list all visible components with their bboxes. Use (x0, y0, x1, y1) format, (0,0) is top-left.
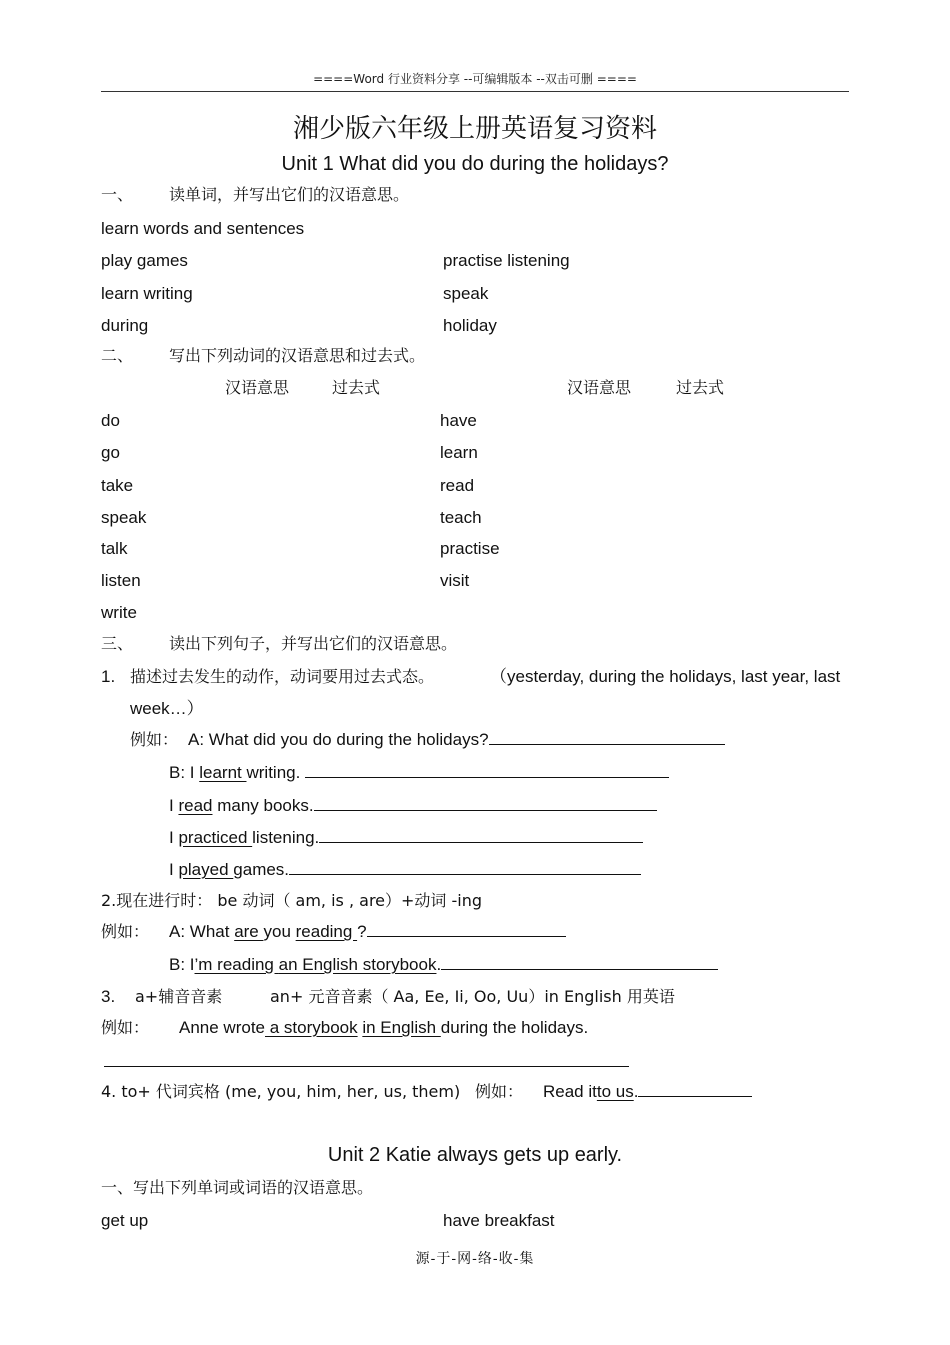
s2-instruction: 写出下列动词的汉语意思和过去式。 (169, 346, 426, 365)
p1-time-words-cont: week…） (130, 699, 204, 718)
col-header-meaning: 汉语意思 (567, 378, 632, 397)
p3-example-label: 例如： (101, 1018, 150, 1037)
s2-number: 二、 (101, 346, 134, 365)
p3-sentence: Anne wrote a storybook in English during the holidays. (179, 1018, 589, 1037)
answer-blank[interactable] (319, 827, 643, 843)
col-header-past: 过去式 (676, 378, 725, 397)
header-banner: ====Word 行业资料分享 --可编辑版本 --双击可删 ==== (313, 72, 637, 86)
s3-instruction: 读出下列句子，并写出它们的汉语意思。 (169, 634, 458, 653)
s3-number: 三、 (101, 634, 134, 653)
p1-answer-1: B: I learnt writing. (169, 762, 669, 784)
p2-rule: 2.现在进行时： be 动词（ am, is , are）+动词 -ing (101, 891, 483, 910)
answer-blank[interactable] (305, 762, 669, 778)
header-rule (101, 91, 849, 92)
s1-number: 一、 (101, 185, 134, 204)
s1-instruction: 读单词，并写出它们的汉语意思。 (169, 185, 410, 204)
vocab-right-item: holiday (443, 316, 497, 335)
verb-left: do (101, 411, 120, 430)
vocab-right-item: practise listening (443, 251, 570, 270)
verb-right: learn (440, 443, 478, 462)
u2-s1-instruction: 一、写出下列单词或词语的汉语意思。 (101, 1178, 374, 1197)
vocab-left-item: play games (101, 251, 188, 270)
verb-left: talk (101, 539, 128, 558)
answer-blank[interactable] (638, 1081, 752, 1097)
answer-blank[interactable] (367, 921, 566, 937)
p1-answer-2: I read many books. (169, 795, 657, 817)
p1-number: 1. (101, 667, 116, 686)
footer: 源-于-网-络-收-集 (415, 1251, 535, 1267)
verb-left: listen (101, 571, 141, 590)
answer-blank[interactable] (314, 795, 657, 811)
vocab-left-item: during (101, 316, 149, 335)
p1-question: A: What did you do during the holidays? (188, 729, 725, 751)
u2-vocab-right: have breakfast (443, 1211, 555, 1230)
p3-a-rule: a+辅音音素 (135, 987, 223, 1006)
vocab-row0: learn words and sentences (101, 219, 305, 238)
p4-rule: 4. to+ 代词宾格 (me, you, him, her, us, them) (101, 1082, 461, 1101)
col-header-past: 过去式 (332, 378, 381, 397)
answer-blank[interactable] (489, 729, 725, 745)
answer-blank[interactable] (441, 954, 718, 970)
p3-an-rule: an+ 元音音素（ Aa, Ee, Ii, Oo, Uu）in English 用英语 (270, 987, 675, 1006)
verb-right: practise (440, 539, 500, 558)
p3-number: 3. (101, 987, 116, 1006)
p4-example-label: 例如： (475, 1082, 524, 1101)
p1-answer-3: I practiced listening. (169, 827, 643, 849)
p2-question: A: What are you reading ? (169, 921, 566, 943)
p1-time-words: （yesterday, during the holidays, last year, last (490, 667, 841, 686)
verb-right: read (440, 476, 475, 495)
vocab-right-item: speak (443, 284, 489, 303)
p1-example-label: 例如： (130, 730, 179, 749)
p1-rule: 描述过去发生的动作，动词要用过去式态。 (130, 667, 435, 686)
p4-sentence: Read itto us. (543, 1081, 752, 1103)
unit1-heading: Unit 1 What did you do during the holidays? (281, 153, 669, 175)
p1-answer-4: I played games. (169, 859, 641, 881)
p2-example-label: 例如： (101, 922, 150, 941)
verb-right: have (440, 411, 477, 430)
verb-right: visit (440, 571, 470, 590)
verb-left: go (101, 443, 120, 462)
page-title: 湘少版六年级上册英语复习资料 (292, 114, 657, 144)
vocab-left-item: learn writing (101, 284, 193, 303)
verb-left: take (101, 476, 134, 495)
verb-left: write (101, 603, 137, 622)
answer-blank[interactable] (289, 859, 641, 875)
unit2-heading: Unit 2 Katie always gets up early. (327, 1144, 623, 1166)
col-header-meaning: 汉语意思 (225, 378, 290, 397)
answer-blank[interactable] (104, 1066, 629, 1067)
verb-left: speak (101, 508, 147, 527)
p2-answer: B: I’m reading an English storybook. (169, 954, 718, 976)
verb-right: teach (440, 508, 482, 527)
u2-vocab-left: get up (101, 1211, 149, 1230)
